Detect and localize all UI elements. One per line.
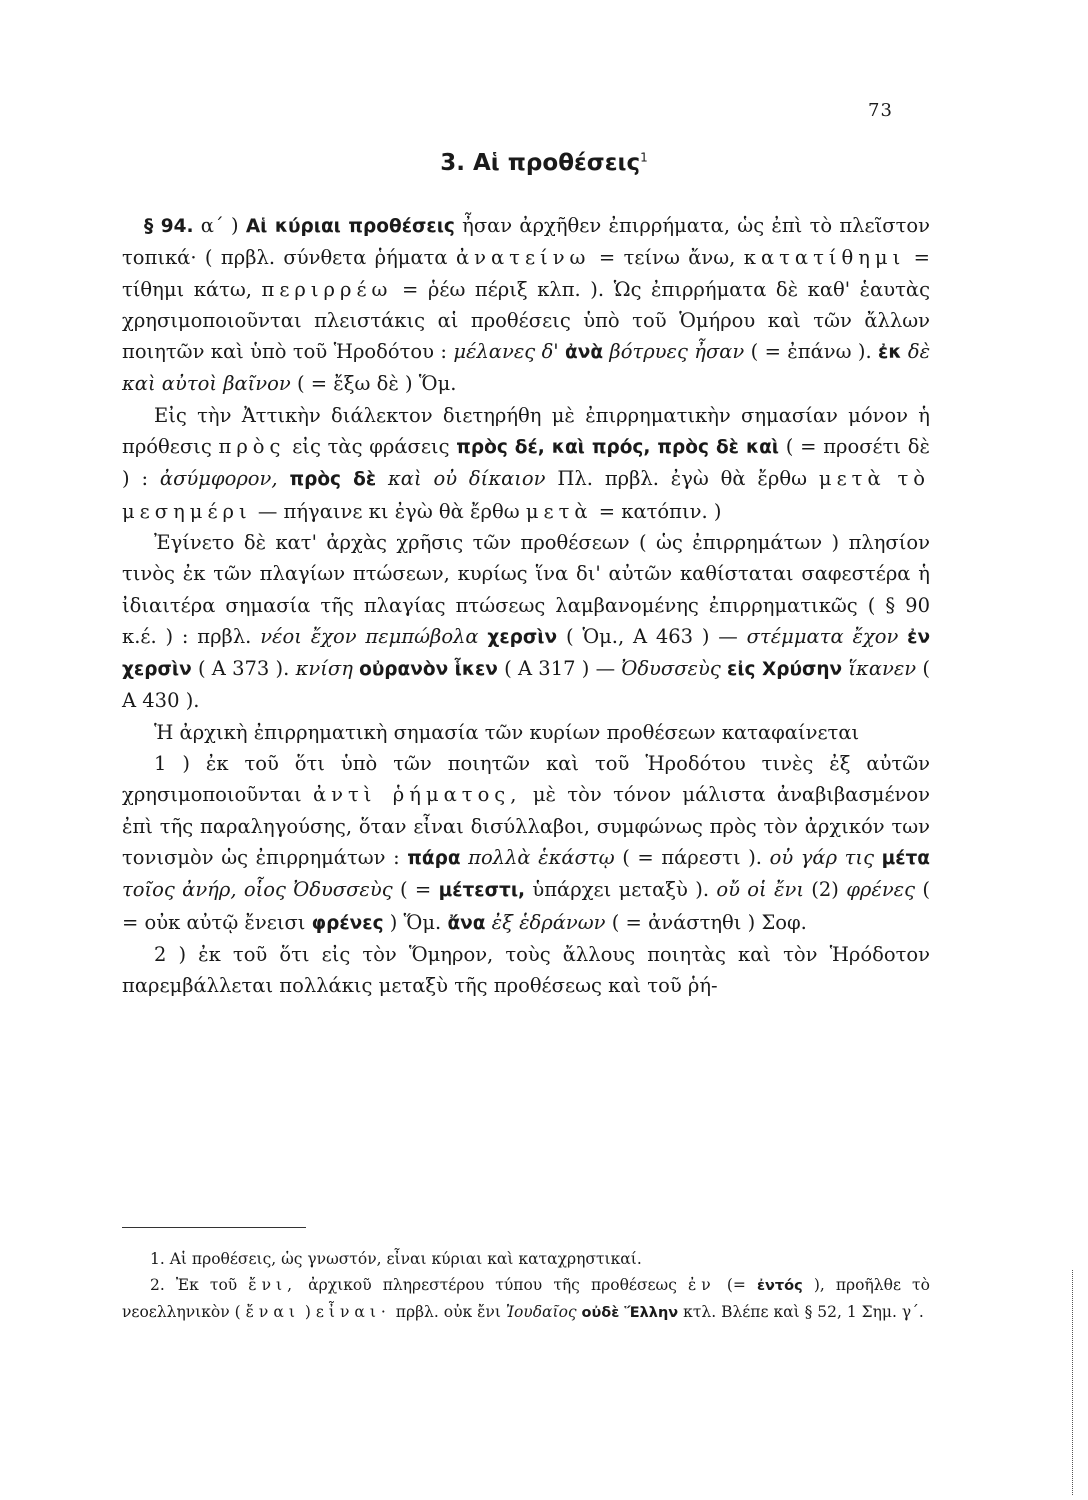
bold-term: μέτα — [881, 847, 931, 869]
quote: οὔ οἱ ἔνι — [716, 878, 804, 902]
paragraph — [122, 400, 930, 527]
footnote-text: πρβλ. — [395, 1303, 439, 1321]
bold-term: φρένες — [311, 912, 384, 934]
bold-term: οὐδὲ Ἕλλην — [581, 1305, 679, 1321]
text: ( = ἀνάστηθι ) Σοφ. — [611, 910, 807, 934]
text: Εἰς τὴν Ἀττικὴν διάλεκτον διετηρήθη μὲ ἐπιρρηματικὴν σημασίαν μόνον ἡ πρόθεσις — [122, 403, 930, 459]
paragraph — [122, 717, 930, 748]
quote: τοῖος ἀνήρ, οἷος Ὀδυσσεὺς — [122, 878, 393, 902]
bold-term: εἰς Χρύσην — [727, 659, 843, 681]
quote: φρένες — [846, 878, 916, 902]
spaced-term: ἔναι — [245, 1303, 300, 1321]
text: Πλ. πρβλ. ἐγὼ θὰ ἔρθω — [557, 467, 808, 491]
bold-term: ἐντός — [756, 1278, 803, 1294]
quote: δὲ καὶ αὐτοὶ βαῖνον — [122, 340, 931, 396]
quote: ἐξ ἑδράνων — [491, 910, 606, 934]
quote: πολλὰ ἑκάστῳ — [468, 845, 615, 869]
text: — πήγαινε κι ἐγὼ θὰ ἔρθω — [257, 499, 520, 523]
section-number: § 94. — [144, 216, 194, 237]
paragraph — [122, 210, 930, 400]
footnote-text: οὐκ ἔνι — [443, 1303, 501, 1321]
bold-term: ἀνὰ — [565, 342, 604, 364]
scan-edge-artifact — [1072, 1270, 1073, 1495]
spaced-term: εἶναι· — [315, 1303, 391, 1321]
section-letter: α΄ ) — [200, 214, 239, 237]
spaced-term: μετὰ — [525, 499, 593, 523]
spaced-term: πρὸς — [218, 435, 286, 459]
spaced-term: ἔνι, — [248, 1276, 298, 1294]
spaced-term: τὸ — [897, 467, 931, 491]
footnote-text: 1. Αἱ προθέσεις, ὡς γνωστόν, εἶναι κύριαι καὶ καταχρηστικαί. — [150, 1250, 642, 1268]
section-heading: Αἱ κύριαι προθέσεις — [245, 216, 455, 237]
text: ( Α 430 ). — [122, 657, 931, 713]
text: = τείνω ἄνω, — [598, 246, 736, 270]
text: = τίθημι κάτω, — [122, 246, 930, 301]
quote: μέλανες δ' — [453, 340, 559, 364]
bold-term: ἐν χερσὶν — [122, 626, 931, 681]
body-text — [122, 210, 930, 1001]
bold-term: ἄνα — [447, 912, 486, 934]
paragraph — [122, 527, 930, 717]
bold-term: οὐρανὸν ἷκεν — [359, 659, 498, 681]
spaced-term: μετὰ — [818, 467, 886, 491]
text: ( Ὁμ., Α 463 ) — — [565, 624, 738, 648]
spaced-term: ἀνατείνω — [455, 246, 591, 270]
page-number: 73 — [868, 100, 893, 121]
quote: ἀσύμφορον, — [159, 467, 278, 491]
bold-term: ἐκ — [878, 342, 902, 364]
text: ὑπάρχει μεταξὺ ). — [532, 878, 710, 902]
bold-term: πάρα — [407, 847, 461, 869]
footnote-divider — [122, 1227, 306, 1228]
footnote — [122, 1246, 930, 1272]
text: 1 ) ἐκ τοῦ ὅτι ὑπὸ τῶν ποιητῶν καὶ τοῦ Ἡροδότου τινὲς ἐξ αὐτῶν χρησιμοποιοῦνται — [122, 752, 930, 807]
quote: καὶ οὐ δίκαιον — [388, 467, 546, 491]
bold-term: χερσὶν — [487, 626, 558, 648]
footnotes — [122, 1246, 930, 1326]
text: ( = οὐκ αὐτῷ ἔνεισι — [122, 878, 931, 934]
chapter-title-text: 3. Αἱ προθέσεις — [440, 150, 641, 176]
text: ( = πάρεστι ). — [622, 845, 762, 869]
bold-term: μέτεστι, — [438, 880, 526, 902]
spaced-term: περιρρέω — [261, 277, 393, 301]
text: = κατόπιν. ) — [598, 499, 722, 523]
footnote-ref: 1 — [640, 150, 648, 165]
paragraph — [122, 748, 930, 939]
paragraph — [122, 939, 930, 1002]
text: 2 ) ἐκ τοῦ ὅτι εἰς τὸν Ὅμηρον, τοὺς ἄλλους ποιητὰς καὶ τὸν Ἡρόδοτον παρεμβάλλεται πολλάκις μεταξὺ τῆς προθέσεως καὶ τοῦ ῥή- — [122, 942, 930, 998]
spaced-term: κατατίθημι — [743, 246, 906, 270]
text: = ῥέω πέριξ κλπ. ). Ὡς ἐπιρρήματα δὲ καθ' ἑαυτὰς χρησιμοποιοῦνται πλειστάκις αἱ προθέσεις ὑπὸ τοῦ Ὁμήρου καὶ τῶν ἄλλων ποιητῶν καὶ ὑπὸ τοῦ Ἡροδότου : — [122, 277, 931, 364]
footnote-text: ) — [304, 1303, 311, 1321]
footnote — [122, 1272, 930, 1326]
text: ( Α 317 ) — — [504, 657, 616, 681]
text: ( Α 373 ). — [197, 657, 290, 681]
bold-term: πρὸς δέ, καὶ πρός, πρὸς δὲ καὶ — [456, 437, 780, 459]
footnote-text: ), προῆλθε τὸ νεοελληνικὸν ( — [122, 1276, 930, 1321]
text: ( = ἐπάνω ). — [750, 340, 872, 364]
quote: βότρυες ἦσαν — [609, 340, 745, 364]
footnote-text: κτλ. Βλέπε καὶ § 52, 1 Σημ. γ΄. — [683, 1303, 924, 1321]
footnote-ref: (2) — [811, 878, 839, 902]
text: Ἐγίνετο δὲ κατ' ἀρχὰς χρῆσις τῶν προθέσεων ( ὡς ἐπιρρημάτων ) πλησίον τινὸς ἐκ τῶν πλαγίων πτώσεων, κυρίως ἵνα δι' αὐτῶν καθίσταται σαφεστέρα ἡ ἰδιαιτέρα σημασία τῆς πλαγίας πτώσεως λαμβανομένης ἐπιρρηματικῶς ( § 90 κ.έ. ) : πρβλ. — [122, 530, 930, 648]
quote: κνίση — [295, 657, 353, 681]
footnote-text: ἀρχικοῦ πληρεστέρου τύπου τῆς προθέσεως — [308, 1276, 677, 1294]
text: ( = προσέτι δὲ ) : — [122, 435, 931, 491]
quote: οὐ γάρ τις — [769, 845, 874, 869]
quote: στέμματα ἔχον — [746, 624, 899, 648]
chapter-title — [0, 150, 1088, 176]
footnote-text: 2. Ἐκ τοῦ — [150, 1276, 238, 1294]
text: Ἡ ἀρχικὴ ἐπιρρηματικὴ σημασία τῶν κυρίων προθέσεων καταφαίνεται — [154, 720, 860, 744]
text: μὲ τὸν τόνον μάλιστα ἀναβιβασμένον ἐπὶ τῆς παραληγούσης, ὅταν εἶναι δισύλλαβοι, συμφώνως πρὸς τὸν ἀρχικόν των τονισμὸν ὡς ἐπιρρημάτων : — [122, 783, 930, 869]
text: ἦσαν ἀρχῆθεν ἐπιρρήματα, ὡς ἐπὶ τὸ πλεῖστον τοπικά· ( πρβλ. σύνθετα ῥήματα — [122, 214, 930, 270]
quote: νέοι ἔχον πεμπώβολα — [260, 624, 479, 648]
spaced-term: ἐν — [687, 1276, 716, 1294]
text: ) Ὅμ. — [389, 910, 442, 934]
spaced-term: μεσημέρι — [122, 499, 252, 523]
bold-term: πρὸς δὲ — [289, 469, 377, 491]
quote: Ὀδυσσεὺς — [621, 657, 721, 681]
text: εἰς τὰς φράσεις — [292, 435, 450, 459]
text: ( = — [399, 878, 432, 902]
quote: ἵκανεν — [848, 657, 917, 681]
spaced-term: ἀντὶ ῥήματος, — [312, 783, 522, 807]
footnote-text: (= — [726, 1276, 746, 1294]
quote: Ἰουδαῖος — [505, 1303, 577, 1321]
text: ( = ἔξω δὲ ) Ὅμ. — [296, 372, 457, 396]
